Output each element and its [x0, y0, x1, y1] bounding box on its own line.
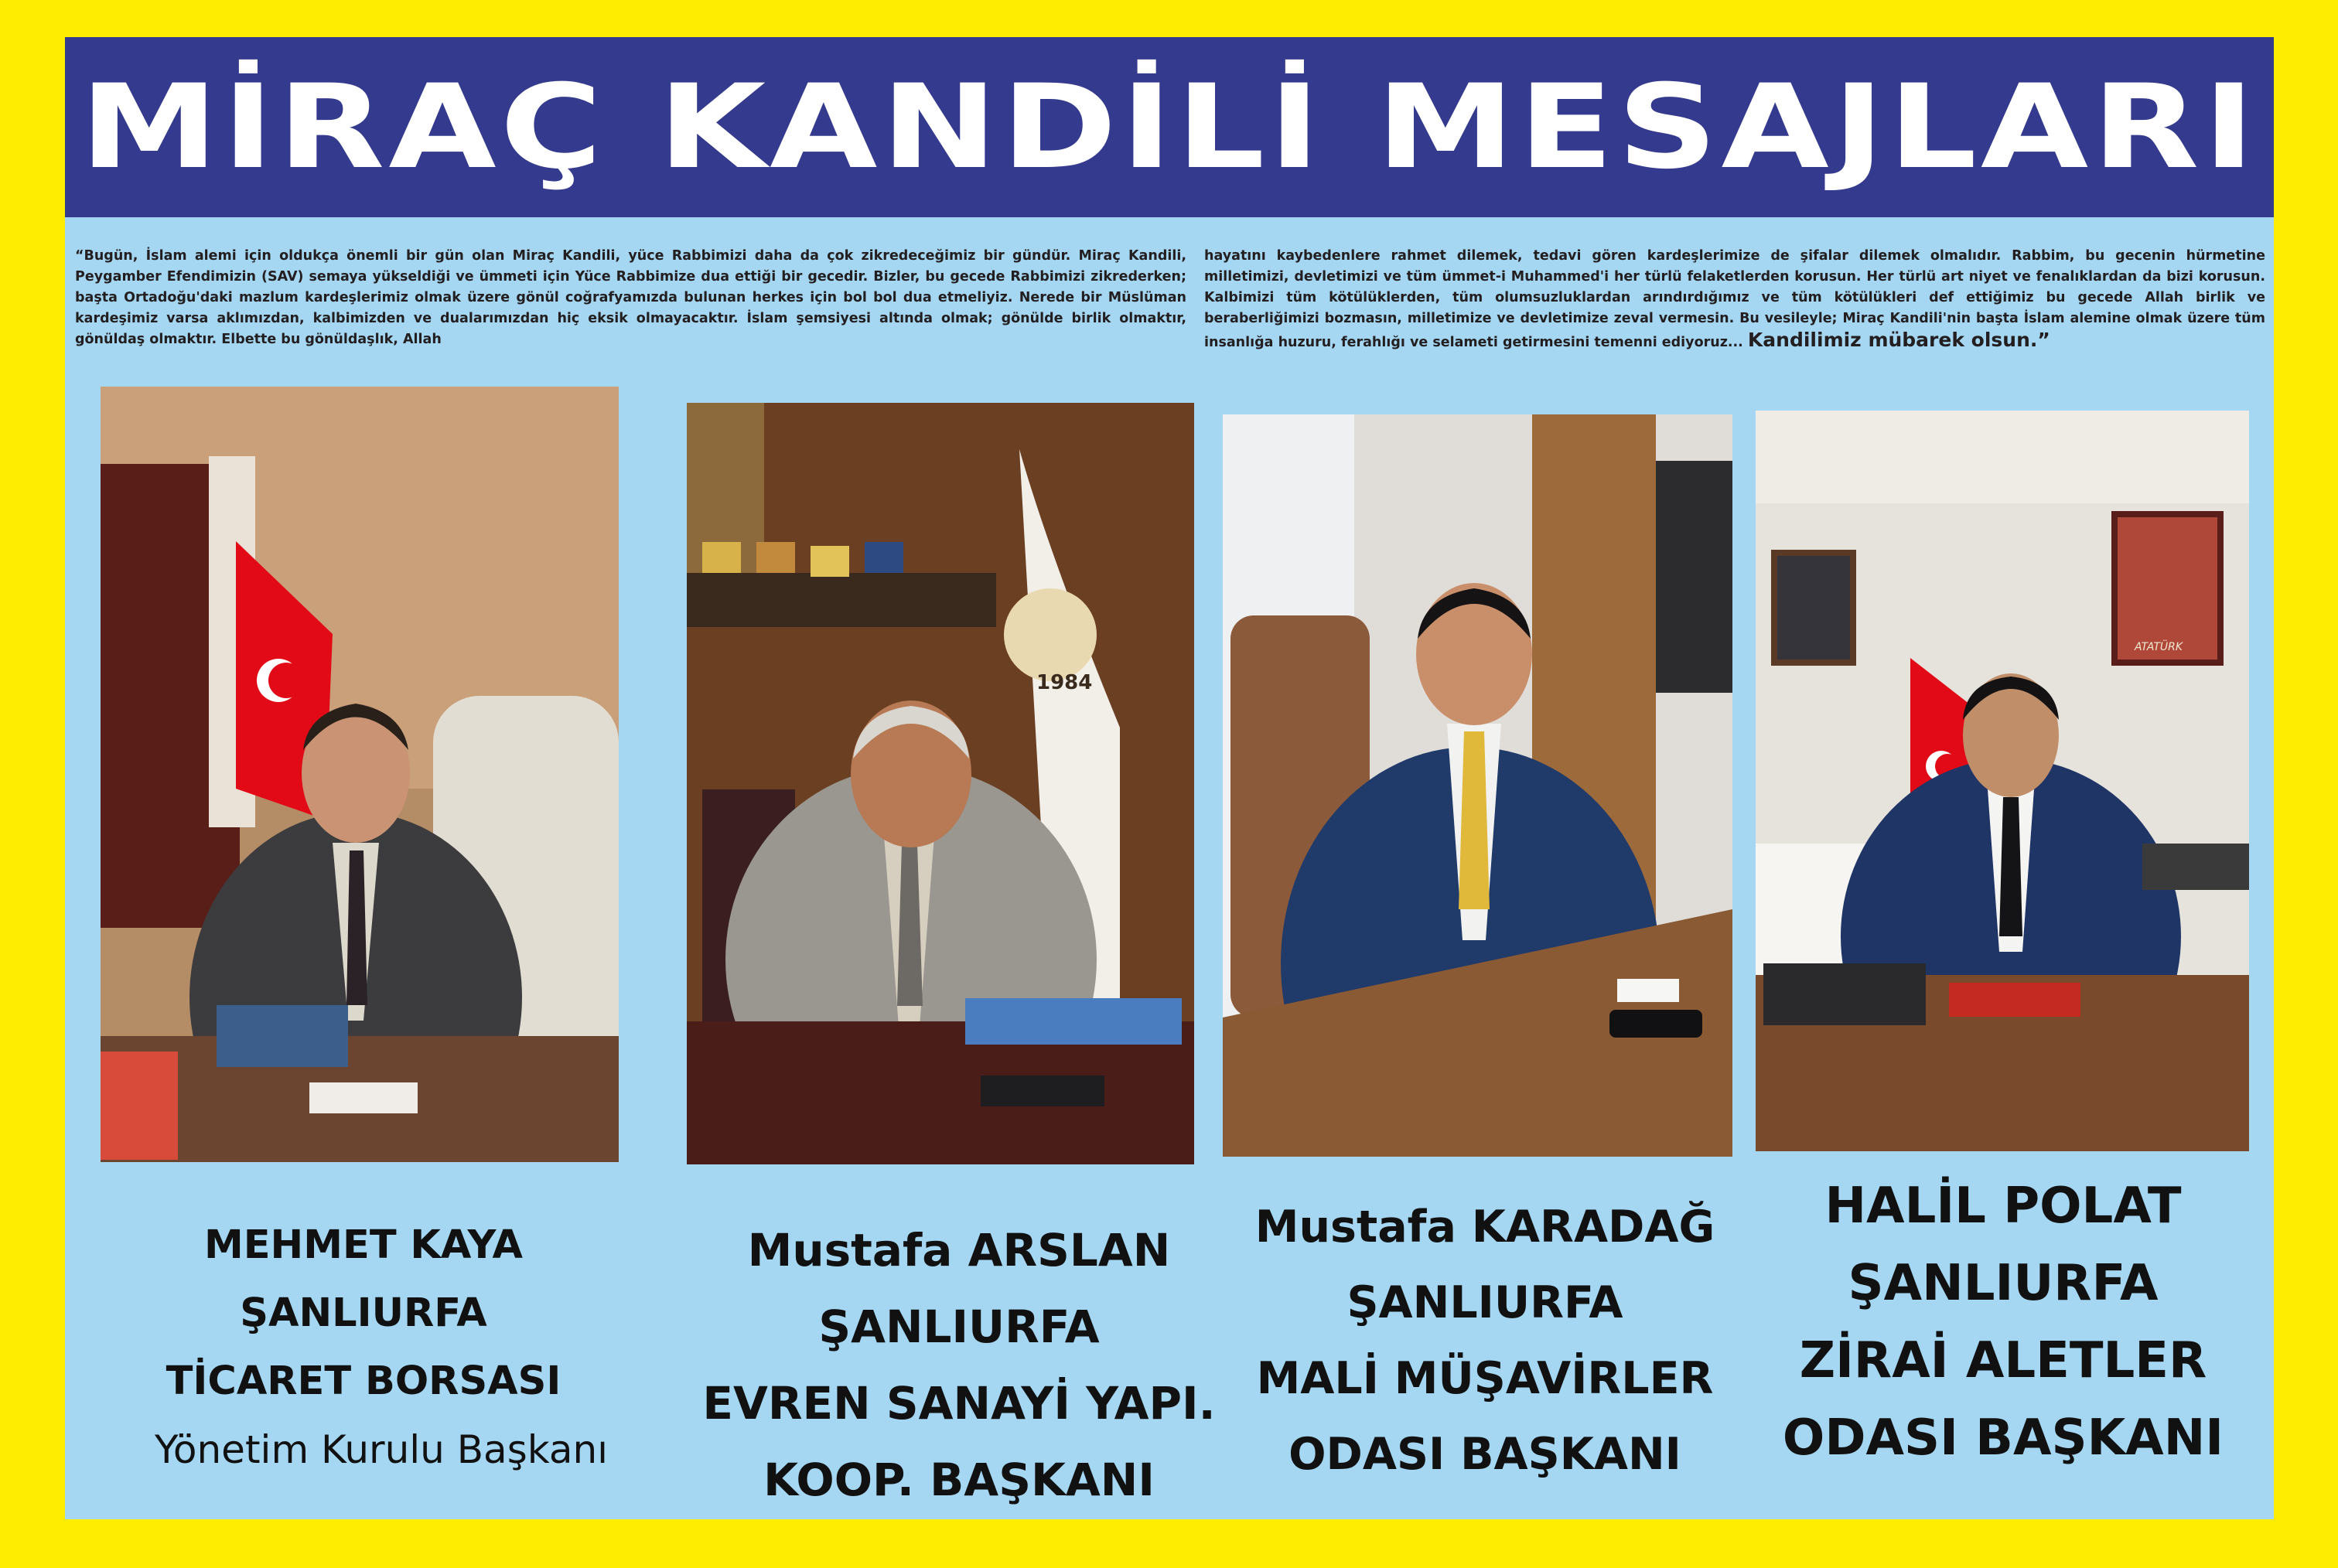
caption-title: KOOP. BAŞKANI — [763, 1454, 1155, 1506]
caption-name: MEHMET KAYA — [203, 1222, 524, 1268]
photo-halil-polat — [1756, 411, 2249, 1151]
caption-city: ŞANLIURFA — [240, 1290, 487, 1336]
caption-mustafa-arslan — [681, 1212, 1237, 1519]
message-text-right — [1204, 246, 2265, 353]
portrait-caption: ATATÜRK — [2135, 641, 2183, 653]
caption-halil-polat — [1771, 1167, 2235, 1477]
caption-name: Mustafa ARSLAN — [747, 1224, 1171, 1277]
photo-mehmet-kaya — [101, 387, 619, 1162]
message-closing: Kandilimiz mübarek olsun.” — [1747, 329, 2050, 351]
caption-name: Mustafa KARADAĞ — [1254, 1202, 1715, 1253]
photo-mustafa-arslan — [687, 403, 1194, 1164]
caption-title: ODASI BAŞKANI — [1782, 1409, 2224, 1467]
caption-title: ODASI BAŞKANI — [1288, 1429, 1681, 1480]
caption-city: ŞANLIURFA — [1848, 1255, 2159, 1312]
photo-mustafa-karadag — [1223, 414, 1732, 1157]
caption-org: EVREN SANAYİ YAPI. — [702, 1377, 1216, 1430]
message-text-left: “Bugün, İslam alemi için oldukça önemli bir gün olan Miraç Kandili, yüce Rabbimizi daha da çok zikredeceğimiz bir gündür. Miraç Kandili, Peygamber Efendimizin (SAV) semaya yükseldiği ve ümmeti için Yüce Rabbimize dua ettiği bir gecedir. Bizler, bu gecede Rabbimizi zikrederken; başta Ortadoğu'daki mazlum kardeşlerimiz olmak üzere gönül coğrafyamızda bulunan herkes için bol bol dua etmeliyiz. Nerede bir Müslüman kardeşimiz varsa aklımızdan, kalbimizden ve dualarımızdan hiç eksik olmayacaktır. İslam şemsiyesi altında olmak; gönülde birlik olmaktır, gönüldaş olmaktır. Elbette bu gönüldaşlık, Allah — [75, 248, 1186, 347]
caption-mehmet-kaya — [155, 1212, 609, 1484]
caption-city: ŞANLIURFA — [818, 1300, 1100, 1353]
caption-org: MALİ MÜŞAVİRLER — [1256, 1353, 1714, 1404]
flag-emblem-year: 1984 — [1036, 671, 1093, 694]
caption-title: Yönetim Kurulu Başkanı — [155, 1427, 609, 1472]
caption-name: HALİL POLAT — [1824, 1178, 2182, 1235]
title-banner — [65, 37, 2274, 217]
caption-org: TİCARET BORSASI — [166, 1358, 561, 1404]
message-text-right-body: hayatını kaybedenlere rahmet dilemek, tedavi gören kardeşlerimize de şifalar dilemek olmalıdır. Rabbim, bu gecenin hürmetine milletimizi, devletimizi ve tüm ümmet-i Muhammed'i her türlü felaketlerden korusun. Her türlü art niyet ve fenalıklardan da bizi korusun. Kalbimizi tüm kötülüklerden, tüm olumsuzluklardan arındırdığımız ve tüm kötülükleri def ettiğimiz bu gecede Allah birlik ve beraberliğimizi bozmasın, milletimize ve devletimize zeval vermesin. Bu vesileyle; Miraç Kandili'nin başta İslam alemine olmak üzere tüm insanlığa huzuru, ferahlığı ve selameti getirmesini temenni ediyoruz... — [1204, 248, 2265, 350]
caption-mustafa-karadag — [1230, 1189, 1740, 1492]
page-title: MİRAÇ KANDİLİ MESAJLARI — [80, 60, 2259, 195]
caption-org: ZİRAİ ALETLER — [1799, 1332, 2207, 1389]
caption-city: ŞANLIURFA — [1346, 1277, 1623, 1328]
